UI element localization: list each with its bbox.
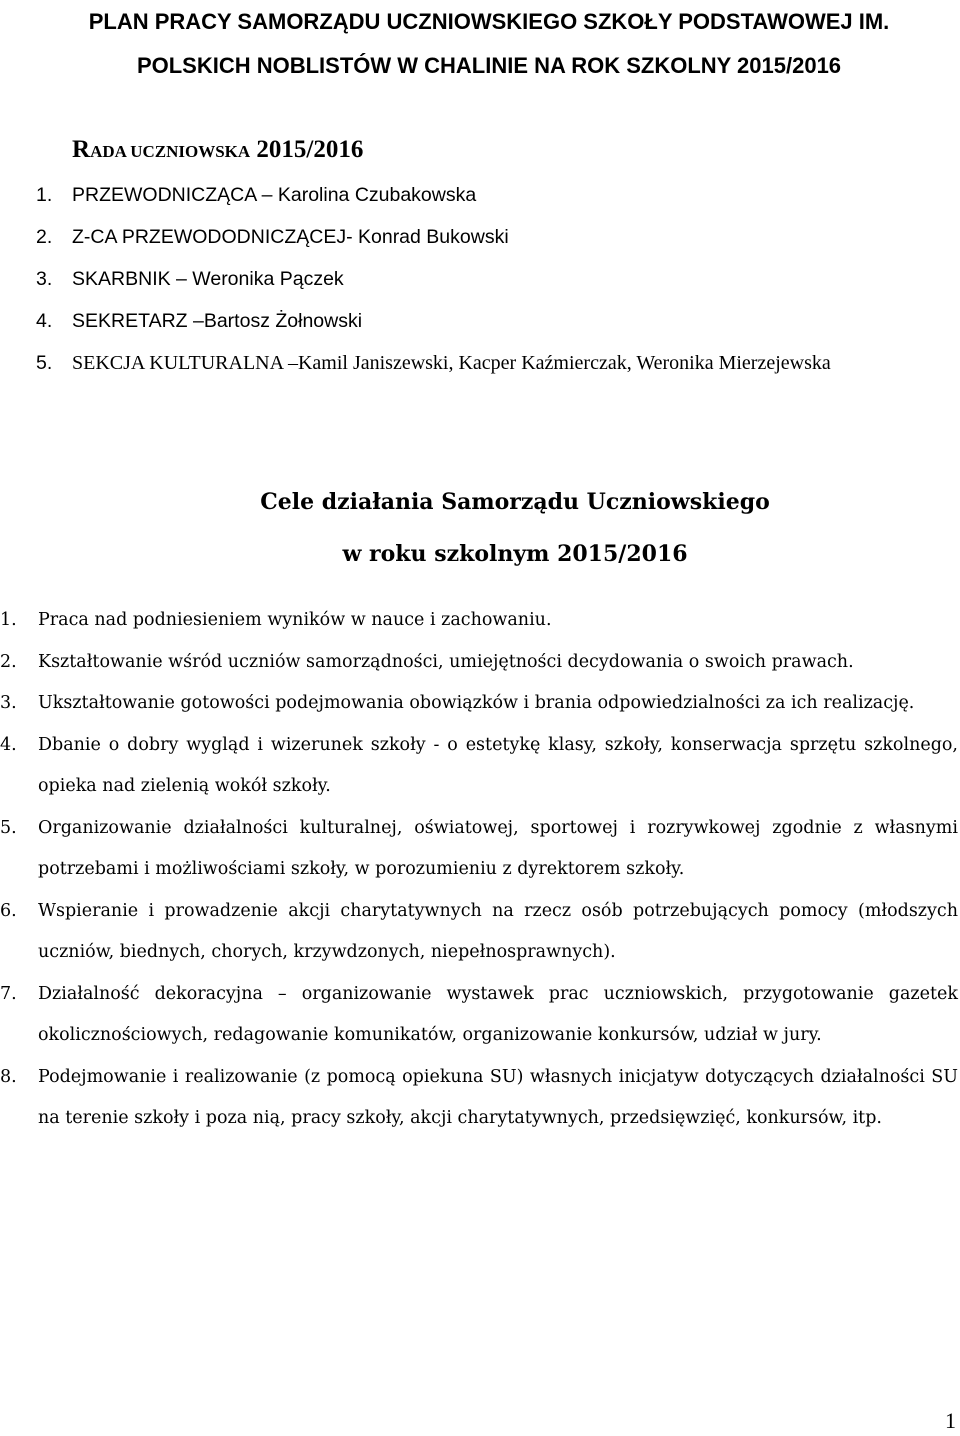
council-heading-year: 2015/2016 <box>250 136 364 163</box>
goal-item <box>0 891 958 974</box>
council-member-text: SKARBNIK – Weronika Pączek <box>72 268 344 290</box>
list-number: 6. <box>0 900 17 921</box>
council-member-item <box>36 174 916 216</box>
council-member-text: Z-CA PRZEWODODNICZĄCEJ- Konrad Bukowski <box>72 226 509 248</box>
list-number: 7. <box>0 983 17 1004</box>
council-heading-small: ADA UCZNIOWSKA <box>90 142 251 161</box>
goal-item <box>0 808 958 891</box>
goal-text: Praca nad podniesieniem wyników w nauce i zachowaniu. <box>38 610 552 630</box>
goal-item <box>0 1057 958 1140</box>
goal-text: Ukształtowanie gotowości podejmowania obowiązków i brania odpowiedzialności za ich realizację. <box>38 693 915 713</box>
list-number: 4. <box>0 734 17 755</box>
council-member-item <box>36 300 916 342</box>
goals-heading <box>0 476 960 580</box>
list-number: 2. <box>0 651 17 672</box>
goal-item <box>0 683 958 725</box>
document-title-line-2: POLSKICH NOBLISTÓW W CHALINIE NA ROK SZKOLNY 2015/2016 <box>136 53 842 78</box>
council-member-item <box>36 342 916 384</box>
list-number: 3. <box>36 268 53 290</box>
council-member-text: PRZEWODNICZĄCA – Karolina Czubakowska <box>72 184 477 206</box>
goal-text: Działalność dekoracyjna – organizowanie wystawek prac uczniowskich, przygotowanie gazetek okolicznościowych, redagowanie komunikatów, organizowanie konkursów, udział w jury. <box>38 983 958 1045</box>
page-number: 1 <box>945 1408 956 1433</box>
council-member-item <box>36 216 916 258</box>
list-number: 1. <box>36 184 53 206</box>
goal-text: Podejmowanie i realizowanie (z pomocą opiekuna SU) własnych inicjatyw dotyczących działalności SU na terenie szkoły i poza nią, pracy szkoły, akcji charytatywnych, przedsięwzięć, konkursów, itp. <box>38 1066 958 1128</box>
document-title <box>24 0 954 88</box>
council-heading <box>72 130 363 172</box>
list-number: 2. <box>36 226 53 248</box>
list-number: 3. <box>0 693 17 713</box>
list-number: 8. <box>0 1066 17 1087</box>
goal-item <box>0 600 958 642</box>
document-title-line-1: PLAN PRACY SAMORZĄDU UCZNIOWSKIEGO SZKOŁY PODSTAWOWEJ IM. <box>88 9 890 34</box>
list-number: 4. <box>36 310 53 332</box>
goal-text: Wspieranie i prowadzenie akcji charytatywnych na rzecz osób potrzebujących pomocy (młodszych uczniów, biednych, chorych, krzywdzonych, niepełnosprawnych). <box>38 900 958 962</box>
list-number: 5. <box>0 817 17 838</box>
council-member-text: SEKCJA KULTURALNA –Kamil Janiszewski, Kacper Kaźmierczak, Weronika Mierzejewska <box>72 352 831 374</box>
goals-heading-line-2: w roku szkolnym 2015/2016 <box>342 541 688 567</box>
goals-heading-line-1: Cele działania Samorządu Uczniowskiego <box>260 489 770 515</box>
goal-item <box>0 725 958 808</box>
goal-text: Organizowanie działalności kulturalnej, oświatowej, sportowej i rozrywkowej zgodnie z własnymi potrzebami i możliwościami szkoły, w porozumieniu z dyrektorem szkoły. <box>38 817 958 879</box>
list-number: 1. <box>0 610 17 630</box>
goal-text: Dbanie o dobry wygląd i wizerunek szkoły - o estetykę klasy, szkoły, konserwacja sprzętu szkolnego, opieka nad zielenią wokół szkoły. <box>38 734 958 796</box>
goal-item <box>0 642 958 684</box>
goal-item <box>0 974 958 1057</box>
council-heading-cap: R <box>72 136 91 163</box>
goals-list <box>0 600 958 1140</box>
council-members-list <box>36 174 916 384</box>
council-member-text: SEKRETARZ –Bartosz Żołnowski <box>72 310 363 332</box>
list-number: 5. <box>36 352 53 374</box>
council-member-item <box>36 258 916 300</box>
goal-text: Kształtowanie wśród uczniów samorządności, umiejętności decydowania o swoich prawach. <box>38 651 854 672</box>
